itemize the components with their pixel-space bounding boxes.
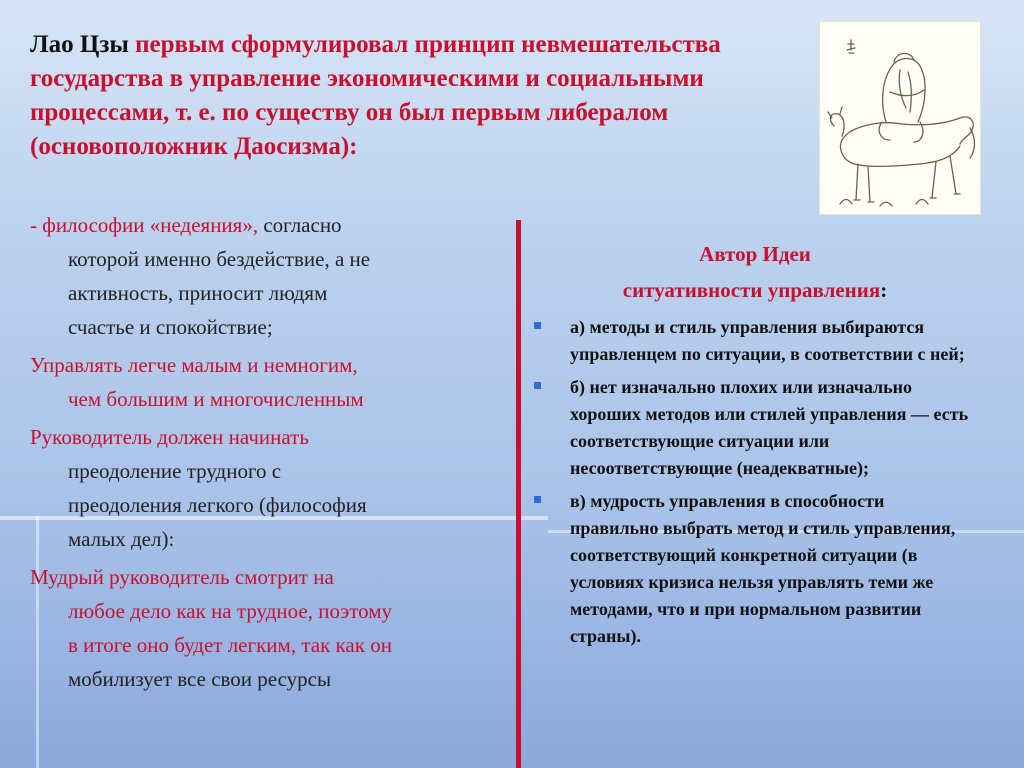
wise-line: любое дело как на трудное, поэтому — [68, 599, 393, 623]
list-item — [534, 314, 974, 368]
manage-line: Управлять легче малым и немногим, — [30, 353, 358, 377]
leader-line: преодоление трудного с — [68, 459, 282, 483]
square-bullet-icon — [534, 322, 541, 329]
philosophy-line: которой именно бездействие, а не — [68, 247, 371, 271]
philosophy-line: счастье и спокойствие; — [68, 315, 273, 339]
right-heading-line2: ситуативности управления — [622, 278, 881, 302]
philosophy-line: активность, приносит людям — [68, 281, 328, 305]
lao-tzu-on-ox-icon — [820, 22, 980, 214]
title-text: первым сформулировал принцип невмешательства государства в управление экономическими и социальными процессами, т. е. по существу он был первым либералом (основоположник Даосизма): — [30, 31, 721, 160]
leader-line: преодоления легкого (философия — [68, 493, 367, 517]
square-bullet-icon — [534, 382, 541, 389]
lao-tzu-portrait — [820, 22, 980, 214]
left-column — [30, 208, 500, 700]
philosophy-paragraph — [30, 208, 500, 344]
column-divider — [516, 220, 521, 768]
manage-line: чем большим и многочисленным — [68, 387, 364, 411]
right-heading-line1: Автор Идеи — [699, 242, 811, 266]
situational-principles-list — [534, 314, 974, 656]
list-item-text: б) нет изначально плохих или изначально хороших методов или стилей управления — есть соответствующие ситуации или несоответствующие (неадекватные); — [570, 377, 969, 478]
list-item — [534, 374, 974, 482]
leader-line: Руководитель должен начинать — [30, 425, 309, 449]
right-heading-colon: : — [880, 278, 888, 302]
list-item — [534, 488, 974, 650]
leader-paragraph — [30, 420, 500, 556]
philosophy-rest: согласно — [258, 213, 342, 237]
list-item-text: в) мудрость управления в способности правильно выбрать метод и стиль управления, соответствующий конкретной ситуации (в условиях кризиса нельзя управлять теми же методами, что и при нормальном развитии страны). — [570, 491, 956, 646]
title-name: Лао Цзы — [30, 31, 129, 58]
slide-title — [30, 28, 800, 164]
wise-line: в итоге оно будет легким, так как он — [68, 633, 392, 657]
wise-leader-paragraph — [30, 560, 500, 696]
square-bullet-icon — [534, 496, 541, 503]
philosophy-lead: - философии «недеяния», — [30, 213, 259, 237]
manage-paragraph — [30, 348, 500, 416]
wise-line: мобилизует все свои ресурсы — [68, 667, 332, 691]
leader-line: малых дел): — [68, 527, 175, 551]
right-heading — [560, 236, 950, 308]
wise-line: Мудрый руководитель смотрит на — [30, 565, 334, 589]
list-item-text: а) методы и стиль управления выбираются управленцем по ситуации, в соответствии с ней; — [570, 317, 965, 364]
